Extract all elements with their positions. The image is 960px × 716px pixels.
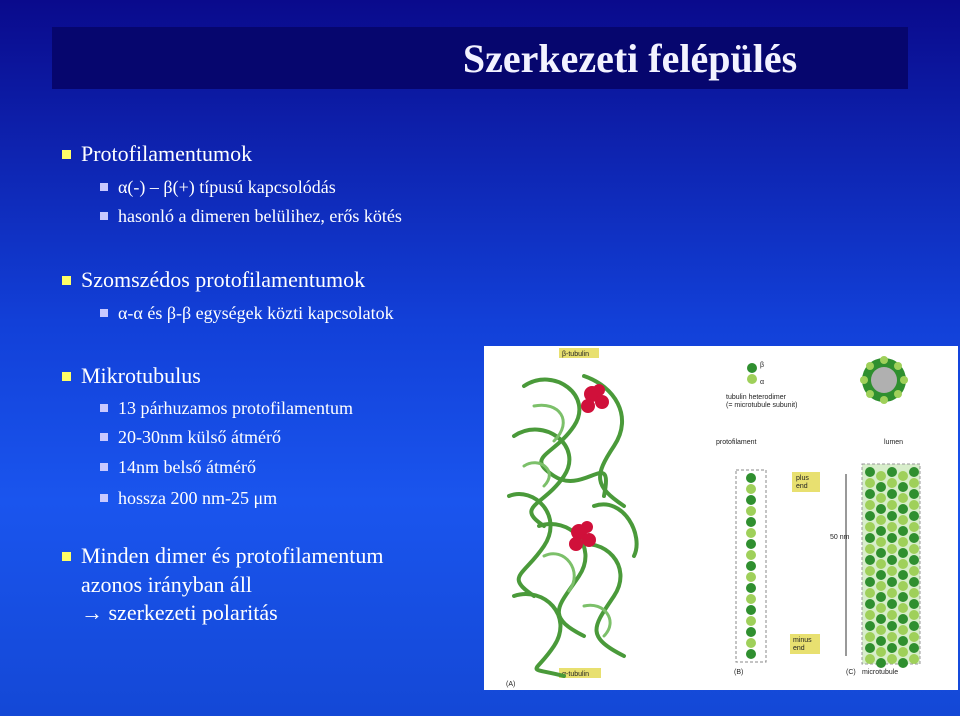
tubulin-diagram bbox=[484, 346, 958, 690]
tubulin-subunit bbox=[865, 478, 875, 488]
protofilament-label: protofilament bbox=[716, 439, 757, 446]
tubulin-subunit bbox=[909, 478, 919, 488]
tubulin-subunit bbox=[876, 581, 886, 591]
sub-bullet-label: 20-30nm külső átmérő bbox=[118, 427, 281, 447]
tubulin-subunit bbox=[909, 511, 919, 521]
tubulin-subunit bbox=[887, 632, 897, 642]
tubulin-subunit bbox=[865, 643, 875, 653]
tubulin-subunit bbox=[898, 614, 908, 624]
bullet-label: Szomszédos protofilamentumok bbox=[81, 267, 366, 292]
sub-bullet bbox=[100, 456, 256, 478]
sub-bullet bbox=[100, 302, 394, 324]
bullet-square-icon bbox=[100, 433, 108, 441]
tubulin-subunit bbox=[887, 467, 897, 477]
bullet-square-icon bbox=[100, 404, 108, 412]
tubulin-subunit bbox=[876, 526, 886, 536]
tubulin-subunit bbox=[909, 599, 919, 609]
polarity-line-3: → szerkezeti polaritás bbox=[81, 600, 278, 625]
tubulin-subunit bbox=[876, 647, 886, 657]
microtubule-label: microtubule bbox=[862, 669, 899, 676]
tubulin-subunit bbox=[876, 515, 886, 525]
bullet-square-icon bbox=[100, 494, 108, 502]
protein-ribbon bbox=[509, 376, 637, 676]
tubulin-subunit bbox=[887, 478, 897, 488]
sub-bullet-label: α(-) – β(+) típusú kapcsolódás bbox=[118, 177, 336, 197]
tubulin-subunit bbox=[898, 504, 908, 514]
tubulin-subunit bbox=[909, 632, 919, 642]
tubulin-subunit bbox=[909, 610, 919, 620]
bullet-square-icon bbox=[100, 309, 108, 317]
tubulin-subunit bbox=[887, 599, 897, 609]
tubulin-subunit bbox=[898, 581, 908, 591]
sub-bullet bbox=[100, 397, 353, 419]
tubulin-subunit bbox=[865, 533, 875, 543]
tubulin-subunit bbox=[898, 570, 908, 580]
heterodimer-label: tubulin heterodimer bbox=[726, 394, 786, 401]
minus-end-label-1: minus bbox=[793, 637, 812, 644]
tubulin-subunit bbox=[909, 654, 919, 664]
sub-bullet bbox=[100, 205, 402, 227]
tubulin-subunit bbox=[909, 643, 919, 653]
tubulin-subunit bbox=[865, 577, 875, 587]
bullet-square-icon bbox=[62, 276, 71, 285]
tubulin-subunit bbox=[898, 548, 908, 558]
tubulin-subunit bbox=[876, 504, 886, 514]
tubulin-subunit bbox=[876, 493, 886, 503]
tubulin-subunit bbox=[887, 610, 897, 620]
polarity-line-2: azonos irányban áll bbox=[81, 572, 253, 597]
tubulin-subunit bbox=[909, 555, 919, 565]
bullet-square-icon bbox=[100, 212, 108, 220]
tubulin-subunit bbox=[887, 643, 897, 653]
slide-title: Szerkezeti felépülés bbox=[462, 36, 798, 81]
bullet-square-icon bbox=[62, 150, 71, 159]
tubulin-subunit bbox=[865, 511, 875, 521]
tubulin-subunit bbox=[865, 599, 875, 609]
beta-tubulin-label: β-tubulin bbox=[562, 351, 589, 358]
tubulin-subunit bbox=[865, 566, 875, 576]
sub-bullet-label: 14nm belső átmérő bbox=[118, 457, 256, 477]
bullet-microtubule bbox=[62, 363, 201, 389]
tubulin-subunit bbox=[876, 570, 886, 580]
tubulin-subunit bbox=[898, 515, 908, 525]
sub-bullet bbox=[100, 487, 277, 509]
tubulin-subunit bbox=[876, 658, 886, 668]
tubulin-subunit bbox=[876, 559, 886, 569]
alpha-tubulin-label: α-tubulin bbox=[562, 671, 590, 678]
tubulin-subunit bbox=[909, 467, 919, 477]
panel-c-label: (C) bbox=[846, 669, 856, 676]
plus-end-label-2: end bbox=[796, 483, 808, 490]
tubulin-subunit bbox=[909, 500, 919, 510]
tubulin-subunit bbox=[876, 592, 886, 602]
plus-end-label-1: plus bbox=[796, 475, 809, 482]
title-band bbox=[52, 27, 908, 89]
tubulin-subunit bbox=[887, 566, 897, 576]
tubulin-subunit bbox=[876, 636, 886, 646]
bullet-square-icon bbox=[62, 372, 71, 381]
tubulin-subunit bbox=[865, 500, 875, 510]
tubulin-subunit bbox=[898, 647, 908, 657]
tubulin-subunit bbox=[865, 522, 875, 532]
tubulin-subunit bbox=[898, 526, 908, 536]
tubulin-figure bbox=[484, 346, 958, 690]
sub-bullet-label: 13 párhuzamos protofilamentum bbox=[118, 398, 353, 418]
tubulin-subunit bbox=[898, 537, 908, 547]
tubulin-subunit bbox=[887, 555, 897, 565]
sub-bullet-label: hasonló a dimeren belülihez, erős kötés bbox=[118, 206, 402, 226]
tubulin-subunit bbox=[898, 482, 908, 492]
tubulin-subunit bbox=[909, 588, 919, 598]
beta-subunit-icon bbox=[747, 363, 757, 373]
tubulin-subunit bbox=[876, 471, 886, 481]
sub-bullet-label: α-α és β-β egységek közti kapcsolatok bbox=[118, 303, 394, 323]
panel-a-label: (A) bbox=[506, 681, 516, 688]
tubulin-subunit bbox=[909, 566, 919, 576]
minus-end-label-2: end bbox=[793, 645, 805, 652]
bullet-protofilaments bbox=[62, 141, 252, 167]
tubulin-subunit bbox=[865, 610, 875, 620]
tubulin-subunit bbox=[876, 548, 886, 558]
tubulin-subunit bbox=[898, 625, 908, 635]
tubulin-subunit bbox=[898, 559, 908, 569]
tubulin-subunit bbox=[887, 511, 897, 521]
tubulin-subunit bbox=[887, 522, 897, 532]
bullet-label: Protofilamentumok bbox=[81, 141, 253, 166]
alpha-letter: α bbox=[760, 379, 765, 386]
tubulin-subunit bbox=[898, 636, 908, 646]
tubulin-subunit bbox=[876, 482, 886, 492]
tubulin-subunit bbox=[876, 603, 886, 613]
tubulin-subunit bbox=[898, 592, 908, 602]
tubulin-subunit bbox=[876, 625, 886, 635]
tubulin-subunit bbox=[887, 577, 897, 587]
scale-label: 50 nm bbox=[830, 534, 850, 541]
tubulin-subunit bbox=[909, 522, 919, 532]
tubulin-subunit bbox=[865, 632, 875, 642]
tubulin-subunit bbox=[909, 489, 919, 499]
tubulin-subunit bbox=[909, 544, 919, 554]
polarity-line-1: Minden dimer és protofilamentum bbox=[81, 543, 384, 568]
tubulin-subunit bbox=[887, 588, 897, 598]
tubulin-subunit bbox=[887, 654, 897, 664]
tubulin-subunit bbox=[887, 500, 897, 510]
tubulin-subunit bbox=[909, 621, 919, 631]
tubulin-subunit bbox=[898, 658, 908, 668]
beta-letter: β bbox=[760, 362, 765, 369]
tubulin-subunit bbox=[898, 471, 908, 481]
bullet-square-icon bbox=[62, 552, 71, 561]
bullet-square-icon bbox=[100, 463, 108, 471]
tubulin-subunit bbox=[898, 493, 908, 503]
bullet-square-icon bbox=[100, 183, 108, 191]
lumen-circle bbox=[871, 367, 897, 393]
panel-b-label: (B) bbox=[734, 669, 744, 676]
tubulin-subunit bbox=[865, 555, 875, 565]
lumen-label: lumen bbox=[884, 439, 904, 446]
tubulin-subunit bbox=[887, 621, 897, 631]
tubulin-subunit bbox=[865, 544, 875, 554]
tubulin-subunit bbox=[876, 537, 886, 547]
bullet-polarity bbox=[62, 543, 383, 569]
tubulin-subunit bbox=[887, 489, 897, 499]
tubulin-subunit bbox=[909, 533, 919, 543]
tubulin-subunit bbox=[865, 621, 875, 631]
tubulin-subunit bbox=[898, 603, 908, 613]
heterodimer-note: (= microtubule subunit) bbox=[726, 402, 798, 409]
bullet-neighbor-protofilaments bbox=[62, 267, 365, 293]
tubulin-subunit bbox=[887, 533, 897, 543]
alpha-subunit-icon bbox=[747, 374, 757, 384]
sub-bullet bbox=[100, 176, 336, 198]
protofilament-column bbox=[746, 473, 756, 659]
tubulin-subunit bbox=[909, 577, 919, 587]
tubulin-subunit bbox=[887, 544, 897, 554]
sub-bullet-label: hossza 200 nm-25 μm bbox=[118, 488, 278, 508]
tubulin-subunit bbox=[876, 614, 886, 624]
tubulin-subunit bbox=[865, 588, 875, 598]
bullet-label: Mikrotubulus bbox=[81, 363, 201, 388]
sub-bullet bbox=[100, 426, 281, 448]
microtubule-subunits bbox=[865, 467, 919, 668]
tubulin-subunit bbox=[865, 467, 875, 477]
tubulin-subunit bbox=[865, 654, 875, 664]
tubulin-subunit bbox=[865, 489, 875, 499]
